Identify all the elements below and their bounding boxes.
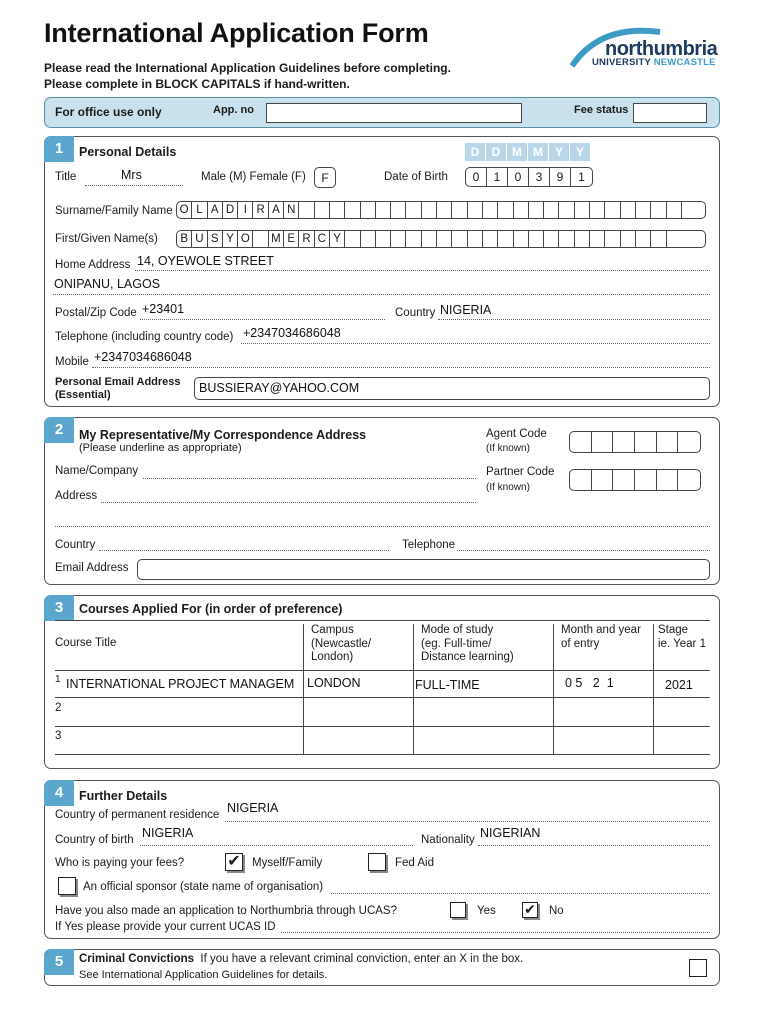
ucas-id-field[interactable] xyxy=(281,932,710,933)
letter-cell[interactable] xyxy=(361,202,376,218)
section-title: Further Details xyxy=(79,789,168,803)
letter-cell[interactable] xyxy=(590,231,605,247)
telephone-field[interactable]: +2347034686048 xyxy=(243,326,341,340)
letter-cell[interactable] xyxy=(667,231,682,247)
nationality-label: Nationality xyxy=(421,834,475,846)
dob-head-d1: D xyxy=(465,143,486,161)
ucas-question: Have you also made an application to Northumbria through UCAS? xyxy=(55,905,397,917)
partner-code-hint: (If known) xyxy=(486,482,530,493)
letter-cell[interactable]: B xyxy=(177,231,192,247)
rep-email-label: Email Address xyxy=(55,562,129,574)
campus-field[interactable]: LONDON xyxy=(307,676,361,690)
letter-cell[interactable]: L xyxy=(192,202,207,218)
letter-cell[interactable]: I xyxy=(238,202,253,218)
agent-code-label: Agent Code xyxy=(486,428,547,440)
letter-cell[interactable] xyxy=(253,231,268,247)
gender-label: Male (M) Female (F) xyxy=(201,171,306,183)
fee-status-label: Fee status xyxy=(574,104,629,116)
gender-field[interactable]: F xyxy=(314,167,336,188)
first-name-label: First/Given Name(s) xyxy=(55,233,158,245)
section-number: 4 xyxy=(44,780,74,806)
logo-subtitle xyxy=(592,57,716,68)
row-number: 2 xyxy=(55,702,62,714)
letter-cell[interactable] xyxy=(613,432,635,452)
letter-cell[interactable] xyxy=(437,231,452,247)
agent-code-hint: (If known) xyxy=(486,443,530,454)
dob-digit[interactable]: 0 xyxy=(508,168,529,186)
letter-cell[interactable] xyxy=(636,231,651,247)
entry-field[interactable]: 0 5 2 1 xyxy=(565,676,614,690)
col-divider xyxy=(553,624,554,754)
rep-telephone-field[interactable] xyxy=(457,550,710,551)
row-rule xyxy=(55,754,710,755)
letter-cell[interactable] xyxy=(592,470,614,490)
rep-country-field[interactable] xyxy=(99,550,389,551)
section-title: My Representative/My Correspondence Address xyxy=(79,428,367,442)
nationality-underline xyxy=(478,845,710,846)
letter-cell[interactable] xyxy=(651,202,666,218)
sponsor-name-field[interactable] xyxy=(331,893,710,894)
title-label: Title xyxy=(55,171,77,183)
dob-label: Date of Birth xyxy=(384,171,448,183)
mode-field[interactable]: FULL-TIME xyxy=(415,678,480,692)
letter-cell[interactable] xyxy=(570,432,592,452)
letter-cell[interactable] xyxy=(330,202,345,218)
birth-country-field[interactable]: NIGERIA xyxy=(142,826,194,840)
letter-cell[interactable] xyxy=(406,202,421,218)
fee-status-field[interactable] xyxy=(633,103,707,123)
letter-cell[interactable] xyxy=(651,231,666,247)
representative-section xyxy=(44,417,720,585)
letter-cell[interactable] xyxy=(657,432,679,452)
section-number: 3 xyxy=(44,595,74,621)
letter-cell[interactable] xyxy=(468,202,483,218)
col-campus-3: London) xyxy=(311,651,354,663)
criminal-convictions-section xyxy=(44,949,720,986)
nationality-field[interactable]: NIGERIAN xyxy=(480,826,541,840)
fed-aid-checkbox[interactable] xyxy=(368,853,386,871)
postal-underline xyxy=(140,319,385,320)
rep-telephone-label: Telephone xyxy=(402,539,456,551)
letter-cell[interactable] xyxy=(559,202,574,218)
letter-cell[interactable] xyxy=(345,231,360,247)
col-divider xyxy=(413,624,414,754)
col-divider xyxy=(303,624,304,754)
letter-cell[interactable] xyxy=(406,231,421,247)
letter-cell[interactable] xyxy=(422,231,437,247)
letter-cell[interactable] xyxy=(483,202,498,218)
letter-cell[interactable] xyxy=(529,231,544,247)
letter-cell[interactable] xyxy=(376,202,391,218)
row-number: 1 xyxy=(55,674,61,685)
col-campus-1: Campus xyxy=(311,624,354,636)
letter-cell[interactable] xyxy=(678,432,700,452)
col-mode-2: (eg. Full-time/ xyxy=(421,638,492,650)
office-use-label: For office use only xyxy=(55,105,162,119)
rep-email-field[interactable] xyxy=(137,559,710,580)
col-campus-2: (Newcastle/ xyxy=(311,638,372,650)
letter-cell[interactable] xyxy=(682,202,697,218)
ucas-id-label: If Yes please provide your current UCAS ID xyxy=(55,921,276,933)
ucas-yes-checkbox[interactable] xyxy=(450,902,466,918)
first-name-field[interactable] xyxy=(176,230,706,248)
myself-label: Myself/Family xyxy=(252,857,323,869)
letter-cell[interactable]: R xyxy=(299,231,314,247)
dob-digit[interactable]: 0 xyxy=(466,168,487,186)
letter-cell[interactable] xyxy=(605,231,620,247)
partner-code-field[interactable] xyxy=(569,469,701,491)
col-stage-1: Stage xyxy=(658,624,689,636)
letter-cell[interactable] xyxy=(559,231,574,247)
col-mode-1: Mode of study xyxy=(421,624,494,636)
address-field-line-2[interactable] xyxy=(55,526,710,527)
letter-cell[interactable] xyxy=(391,231,406,247)
letter-cell[interactable]: Y xyxy=(330,231,345,247)
col-entry-2: of entry xyxy=(561,638,600,650)
letter-cell[interactable] xyxy=(299,202,314,218)
fed-aid-label: Fed Aid xyxy=(395,857,434,869)
letter-cell[interactable]: Y xyxy=(223,231,238,247)
letter-cell[interactable] xyxy=(345,202,360,218)
mobile-label: Mobile xyxy=(55,356,89,368)
telephone-underline xyxy=(241,343,710,344)
ucas-no-checkbox[interactable]: ✔ xyxy=(522,902,538,918)
stage-field[interactable]: 2021 xyxy=(665,678,693,692)
section-number: 5 xyxy=(44,949,74,975)
letter-cell[interactable]: A xyxy=(208,202,223,218)
dob-digit[interactable]: 1 xyxy=(487,168,508,186)
letter-cell[interactable] xyxy=(498,202,513,218)
postal-code-field[interactable]: +23401 xyxy=(142,302,185,316)
residence-label: Country of permanent residence xyxy=(55,809,220,821)
letter-cell[interactable] xyxy=(621,202,636,218)
letter-cell[interactable]: C xyxy=(315,231,330,247)
partner-code-label: Partner Code xyxy=(486,466,555,478)
app-no-label: App. no xyxy=(213,104,254,116)
letter-cell[interactable]: U xyxy=(192,231,207,247)
letter-cell[interactable] xyxy=(452,202,467,218)
dob-head-d2: D xyxy=(486,143,507,161)
logo-university: UNIVERSITY xyxy=(592,57,651,68)
ucas-yes-label: Yes xyxy=(477,905,496,917)
myself-checkbox[interactable]: ✔ xyxy=(225,853,243,871)
letter-cell[interactable] xyxy=(621,231,636,247)
course-title-field[interactable]: INTERNATIONAL PROJECT MANAGEM xyxy=(66,677,295,691)
letter-cell[interactable] xyxy=(636,202,651,218)
letter-cell[interactable] xyxy=(498,231,513,247)
dob-digit[interactable]: 9 xyxy=(550,168,571,186)
form-title: International Application Form xyxy=(44,18,429,48)
col-course-title: Course Title xyxy=(55,637,117,649)
personal-details-section xyxy=(44,136,720,407)
dob-field[interactable] xyxy=(465,167,593,187)
col-mode-3: Distance learning) xyxy=(421,651,514,663)
letter-cell[interactable] xyxy=(452,231,467,247)
surname-label: Surname/Family Name xyxy=(55,205,173,217)
letter-cell[interactable] xyxy=(514,231,529,247)
convictions-line-1 xyxy=(79,953,523,965)
letter-cell[interactable] xyxy=(376,231,391,247)
letter-cell[interactable]: D xyxy=(223,202,238,218)
postal-code-label: Postal/Zip Code xyxy=(55,307,137,319)
letter-cell[interactable] xyxy=(361,231,376,247)
mobile-underline xyxy=(92,367,710,368)
email-field[interactable] xyxy=(194,377,710,400)
address-label: Address xyxy=(55,490,98,502)
letter-cell[interactable] xyxy=(635,470,657,490)
section-number: 2 xyxy=(44,417,74,443)
letter-cell[interactable]: M xyxy=(269,231,284,247)
section-title: Criminal Convictions xyxy=(79,953,195,965)
dob-head-m2: M xyxy=(528,143,549,161)
letter-cell[interactable]: N xyxy=(284,202,299,218)
mobile-field[interactable]: +2347034686048 xyxy=(94,350,192,364)
sponsor-checkbox[interactable] xyxy=(58,877,76,895)
country-field[interactable]: NIGERIA xyxy=(440,303,492,317)
title-field[interactable]: Mrs xyxy=(121,168,142,182)
letter-cell[interactable]: A xyxy=(269,202,284,218)
letter-cell[interactable] xyxy=(667,202,682,218)
letter-cell[interactable] xyxy=(529,202,544,218)
letter-cell[interactable] xyxy=(544,202,559,218)
letter-cell[interactable] xyxy=(437,202,452,218)
logo-wordmark: northumbria xyxy=(605,38,718,60)
fees-label: Who is paying your fees? xyxy=(55,857,185,869)
letter-cell[interactable] xyxy=(575,202,590,218)
logo-campus: NEWCASTLE xyxy=(653,57,716,68)
letter-cell[interactable] xyxy=(468,231,483,247)
letter-cell[interactable] xyxy=(483,231,498,247)
letter-cell[interactable] xyxy=(613,470,635,490)
row-rule xyxy=(55,726,710,727)
address-underline-1 xyxy=(135,270,710,271)
col-stage-2: ie. Year 1 xyxy=(658,638,706,650)
letter-cell[interactable] xyxy=(590,202,605,218)
header-rule xyxy=(55,670,710,671)
dob-digit[interactable]: 3 xyxy=(529,168,550,186)
country-label: Country xyxy=(395,307,436,319)
convictions-text: If you have a relevant criminal conviction, enter an X in the box. xyxy=(200,953,524,965)
intro-line-2: Please complete in BLOCK CAPITALS if hand-written. xyxy=(44,77,350,91)
letter-cell[interactable] xyxy=(592,432,614,452)
title-underline xyxy=(85,185,183,186)
telephone-label: Telephone (including country code) xyxy=(55,331,234,343)
surname-field[interactable] xyxy=(176,201,706,219)
dob-head-y2: Y xyxy=(570,143,591,161)
letter-cell[interactable]: R xyxy=(253,202,268,218)
birth-underline xyxy=(140,845,413,846)
section-number: 1 xyxy=(44,136,74,162)
letter-cell[interactable] xyxy=(514,202,529,218)
letter-cell[interactable] xyxy=(570,470,592,490)
letter-cell[interactable] xyxy=(605,202,620,218)
letter-cell[interactable] xyxy=(422,202,437,218)
rep-country-label: Country xyxy=(55,539,96,551)
letter-cell[interactable]: O xyxy=(177,202,192,218)
letter-cell[interactable] xyxy=(315,202,330,218)
home-address-line-1[interactable]: 14, OYEWOLE STREET xyxy=(137,254,274,268)
col-entry-1: Month and year xyxy=(561,624,641,636)
underline-hint: (Please underline as appropriate) xyxy=(79,442,242,454)
conviction-checkbox[interactable] xyxy=(689,959,707,977)
residence-underline xyxy=(225,821,710,822)
home-address-line-2[interactable]: ONIPANU, LAGOS xyxy=(54,277,161,291)
email-label-essential: (Essential) xyxy=(55,389,111,401)
letter-cell[interactable] xyxy=(657,470,679,490)
dob-head-m1: M xyxy=(507,143,528,161)
dob-head-y1: Y xyxy=(549,143,570,161)
table-top-rule xyxy=(55,620,710,621)
col-divider xyxy=(653,624,654,754)
row-rule xyxy=(55,697,710,698)
app-no-field[interactable] xyxy=(266,103,522,123)
letter-cell[interactable]: S xyxy=(208,231,223,247)
ucas-no-label: No xyxy=(549,905,564,917)
agent-code-field[interactable] xyxy=(569,431,701,453)
email-value: BUSSIERAY@YAHOO.COM xyxy=(199,381,360,395)
name-company-field[interactable] xyxy=(143,478,476,479)
courses-section xyxy=(44,595,720,769)
letter-cell[interactable]: O xyxy=(238,231,253,247)
further-details-section xyxy=(44,780,720,939)
address-field-line-1[interactable] xyxy=(101,502,476,503)
section-title: Personal Details xyxy=(79,145,177,159)
letter-cell[interactable] xyxy=(575,231,590,247)
letter-cell[interactable] xyxy=(391,202,406,218)
letter-cell[interactable]: E xyxy=(284,231,299,247)
letter-cell[interactable] xyxy=(635,432,657,452)
letter-cell[interactable] xyxy=(544,231,559,247)
dob-digit[interactable]: 1 xyxy=(578,170,585,184)
letter-cell[interactable] xyxy=(678,470,700,490)
office-use-bar xyxy=(44,97,720,128)
country-underline xyxy=(438,319,710,320)
sponsor-label: An official sponsor (state name of organisation) xyxy=(83,881,324,893)
convictions-line-2: See International Application Guidelines for details. xyxy=(79,969,328,981)
home-address-label: Home Address xyxy=(55,259,131,271)
section-title: Courses Applied For (in order of preference) xyxy=(79,602,343,616)
intro-line-1: Please read the International Application Guidelines before completing. xyxy=(44,61,451,75)
row-number: 3 xyxy=(55,730,62,742)
address-underline-2 xyxy=(53,294,710,295)
email-label: Personal Email Address xyxy=(55,376,181,388)
birth-country-label: Country of birth xyxy=(55,834,134,846)
dob-format-header xyxy=(465,143,591,161)
name-company-label: Name/Company xyxy=(55,465,139,477)
residence-field[interactable]: NIGERIA xyxy=(227,801,279,815)
